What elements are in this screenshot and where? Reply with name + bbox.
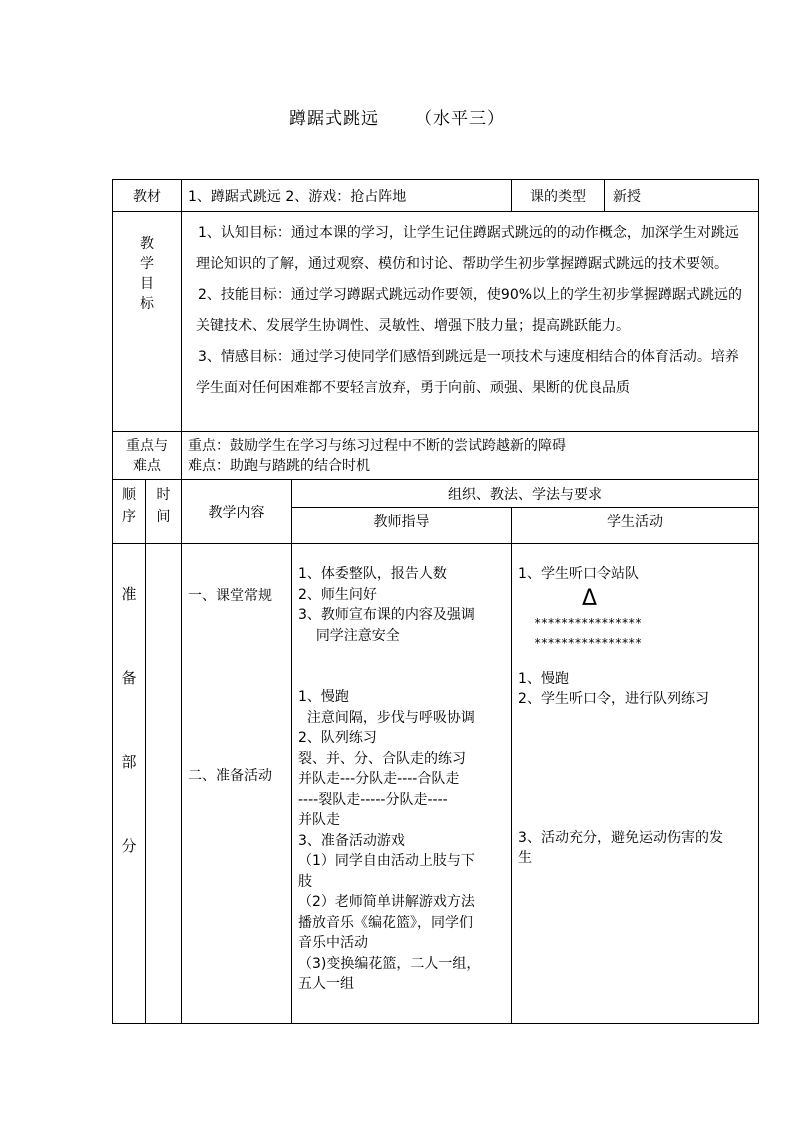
- routine-teacher-item: 1、体委整队，报告人数: [298, 566, 447, 582]
- student-header: 学生活动: [512, 508, 759, 544]
- phase-char: 分: [121, 837, 137, 855]
- type-label: 课的类型: [512, 180, 605, 212]
- warmup-teacher-item: 1、慢跑: [298, 689, 349, 705]
- time-header-char: 间: [156, 509, 171, 525]
- warmup-teacher-item: （2）老师简单讲解游戏方法: [298, 894, 475, 910]
- keys-label: [113, 432, 182, 480]
- warmup-teacher-item: 五人一组: [298, 976, 354, 992]
- warmup-teacher-item: （3)变换编花篮，二人一组，: [298, 955, 481, 972]
- warmup-student-item: 2、学生听口令，进行队列练习: [518, 691, 709, 707]
- keys-label-line: 重点与: [126, 438, 168, 454]
- warmup-student-item: 生: [518, 850, 533, 866]
- spacer: [298, 646, 511, 687]
- warmup-teacher-item: 音乐中活动: [298, 935, 368, 951]
- goals-label: [113, 212, 182, 432]
- keys-content: [182, 432, 759, 480]
- time-header: [146, 480, 182, 544]
- order-header-char: 顺: [122, 487, 136, 503]
- warmup-teacher-item: （1）同学自由活动上肢与下: [298, 853, 475, 869]
- warmup-teacher-item: 2、队列练习: [298, 730, 377, 746]
- student-formation-row: ****************: [534, 635, 642, 650]
- warmup-teacher-item: 肢: [298, 873, 312, 890]
- spacer: [518, 710, 758, 828]
- section-name-routine: 一、课堂常规: [188, 588, 272, 604]
- org-header: 组织、教法、学法与要求: [292, 480, 759, 508]
- material-label: 教材: [113, 180, 182, 212]
- header-row: [113, 180, 759, 212]
- routine-teacher-item: 2、师生问好: [298, 586, 377, 603]
- routine-student-item: 1、学生听口令站队: [518, 566, 639, 582]
- order-header-char: 序: [122, 509, 136, 525]
- warmup-teacher-item: 并队走: [298, 812, 340, 828]
- order-header: [113, 480, 146, 544]
- section-name-warmup: 二、准备活动: [188, 768, 272, 784]
- content-cell: [182, 544, 292, 1024]
- phase-char: 备: [121, 669, 137, 687]
- phase-char: 部: [121, 753, 137, 771]
- material-value: 1、蹲踞式跳远 2、游戏：抢占阵地: [182, 180, 512, 212]
- warmup-teacher-item: 播放音乐《编花篮》，同学们: [298, 914, 473, 931]
- time-header-char: 时: [156, 487, 171, 503]
- goals-row: [113, 212, 759, 432]
- goals-label-char: 学: [140, 256, 154, 272]
- page-title: [0, 104, 794, 129]
- goals-label-char: 目: [140, 276, 154, 292]
- teacher-position-triangle: Δ: [582, 585, 598, 611]
- teacher-cell: [292, 544, 512, 1024]
- student-cell: [512, 544, 759, 1024]
- cognitive-goal: 1、认知目标：通过本课的学习，让学生记住蹲踞式跳远的的动作概念，加深学生对跳远理论知识的了解，通过观察、模仿和讨论、帮助学生初步掌握蹲踞式跳远的技术要领。: [196, 225, 739, 272]
- content-header: 教学内容: [182, 480, 292, 544]
- keys-label-line: 难点: [133, 458, 161, 474]
- phase-char: 准: [121, 585, 137, 603]
- warmup-teacher-item: 并队走---分队走----合队走: [298, 771, 460, 787]
- teacher-header: 教师指导: [292, 508, 512, 544]
- routine-teacher-item: 同学注意安全: [298, 627, 400, 644]
- warmup-teacher-item: 3、准备活动游戏: [298, 832, 405, 849]
- time-cell: [146, 544, 182, 1024]
- warmup-student-item: 3、活动充分，避免运动伤害的发: [518, 829, 723, 846]
- column-header-row-1: [113, 480, 759, 508]
- goals-label-char: 教: [140, 236, 154, 252]
- skill-goal: 2、技能目标：通过学习蹲踞式跳远动作要领，使90%以上的学生初步掌握蹲踞式跳远的关键技术、发展学生协调性、灵敏性、增强下肢力量；提高跳跃能力。: [196, 287, 743, 334]
- lesson-plan-table: [112, 179, 759, 1024]
- title-main: 蹲踞式跳远: [289, 109, 379, 129]
- student-formation-row: ****************: [534, 615, 642, 630]
- goals-label-char: 标: [140, 296, 154, 312]
- warmup-teacher-item: 注意间隔，步伐与呼吸协调: [298, 709, 475, 726]
- spacer: [518, 653, 758, 669]
- affective-goal: 3、情感目标：通过学习使同学们感悟到跳远是一项技术与速度相结合的体育活动。培养学生面对任何困难都不要轻言放弃，勇于向前、顽强、果断的优良品质: [196, 349, 739, 396]
- difficulty: 难点：助跑与踏跳的结合时机: [188, 458, 370, 474]
- preparation-row: [113, 544, 759, 1024]
- warmup-teacher-item: ----裂队走-----分队走----: [298, 791, 448, 808]
- type-value: 新授: [605, 180, 759, 212]
- warmup-teacher-item: 裂、并、分、合队走的练习: [298, 750, 466, 767]
- warmup-student-item: 1、慢跑: [518, 670, 569, 687]
- goals-content: [182, 212, 759, 432]
- keys-row: [113, 432, 759, 480]
- title-level: （水平三）: [415, 109, 505, 129]
- phase-label: [113, 544, 146, 1024]
- routine-teacher-item: 3、教师宣布课的内容及强调: [298, 607, 475, 623]
- key-point: 重点：鼓励学生在学习与练习过程中不断的尝试跨越新的障碍: [188, 438, 566, 454]
